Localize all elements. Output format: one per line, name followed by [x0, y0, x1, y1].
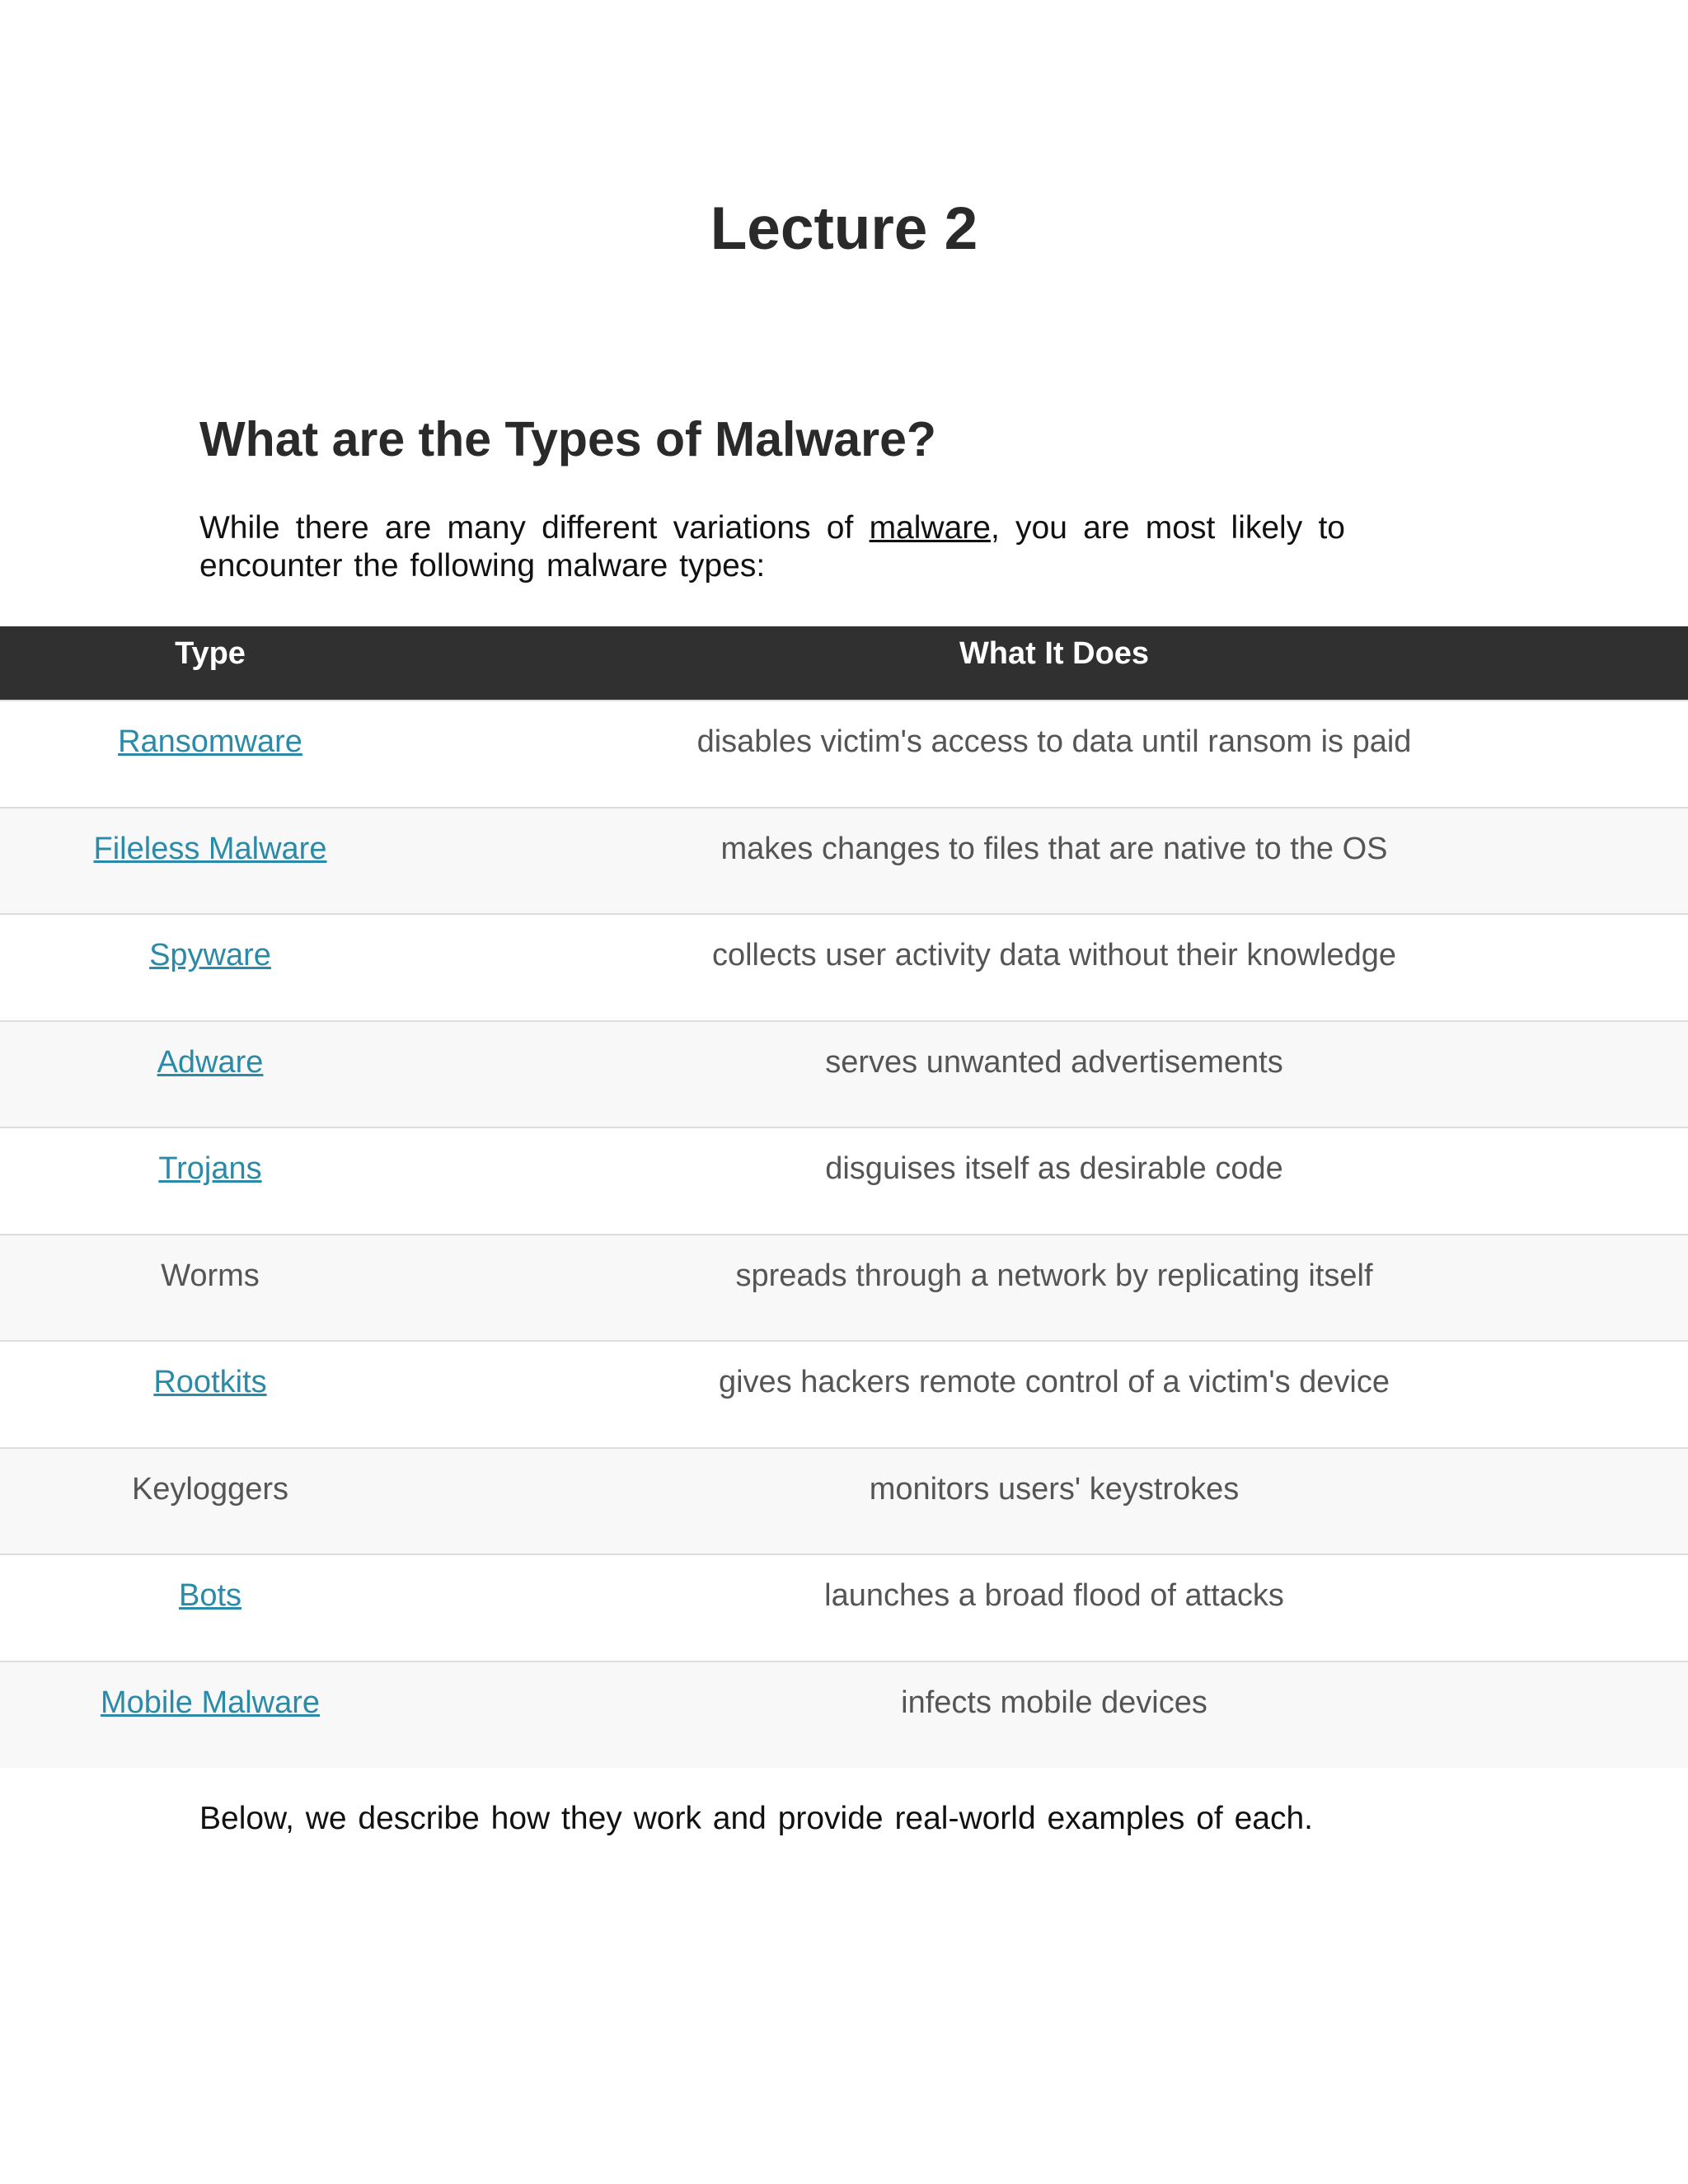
type-link-fileless-malware[interactable]: Fileless Malware [93, 831, 327, 866]
intro-paragraph [199, 509, 1345, 585]
description-cell: launches a broad flood of attacks [420, 1554, 1688, 1661]
type-cell [0, 1554, 420, 1661]
table-row [0, 1448, 1688, 1555]
header-type: Type [0, 626, 420, 701]
page-title: Lecture 2 [710, 195, 978, 262]
type-cell [0, 1235, 420, 1342]
section-heading: What are the Types of Malware? [199, 412, 936, 466]
table-row [0, 808, 1688, 915]
type-text-keyloggers: Keyloggers [131, 1471, 289, 1507]
table-header-row [0, 626, 1688, 701]
description-cell: makes changes to files that are native to the OS [420, 808, 1688, 915]
description-cell: infects mobile devices [420, 1661, 1688, 1769]
type-cell [0, 701, 420, 808]
outro-paragraph: Below, we describe how they work and provide real-world examples of each. [199, 1801, 1314, 1836]
intro-text-after: , you are most likely to encounter the following malware types: [199, 510, 1345, 583]
type-cell [0, 914, 420, 1021]
type-cell [0, 1021, 420, 1128]
type-link-trojans[interactable]: Trojans [158, 1151, 262, 1186]
table-row [0, 1021, 1688, 1128]
type-link-bots[interactable]: Bots [178, 1578, 242, 1613]
description-cell: disguises itself as desirable code [420, 1127, 1688, 1235]
table-row [0, 1661, 1688, 1769]
header-what-it-does: What It Does [420, 626, 1688, 701]
description-cell: monitors users' keystrokes [420, 1448, 1688, 1555]
description-cell: gives hackers remote control of a victim's device [420, 1341, 1688, 1448]
table-row [0, 1341, 1688, 1448]
malware-link[interactable]: malware [869, 510, 991, 546]
table-row [0, 914, 1688, 1021]
type-cell [0, 1661, 420, 1769]
type-cell [0, 1127, 420, 1235]
description-cell: collects user activity data without their knowledge [420, 914, 1688, 1021]
table-row [0, 1127, 1688, 1235]
type-cell [0, 808, 420, 915]
table-row [0, 701, 1688, 808]
type-cell [0, 1341, 420, 1448]
intro-text-before: While there are many different variations of [199, 510, 870, 546]
type-link-spyware[interactable]: Spyware [149, 938, 271, 972]
type-link-mobile-malware[interactable]: Mobile Malware [100, 1685, 321, 1720]
description-cell: spreads through a network by replicating itself [420, 1235, 1688, 1342]
description-cell: disables victim's access to data until ransom is paid [420, 701, 1688, 808]
type-link-ransomware[interactable]: Ransomware [118, 724, 302, 759]
table-row [0, 1554, 1688, 1661]
type-link-rootkits[interactable]: Rootkits [153, 1365, 267, 1399]
table-row [0, 1235, 1688, 1342]
type-text-worms: Worms [161, 1258, 260, 1293]
description-cell: serves unwanted advertisements [420, 1021, 1688, 1128]
type-cell [0, 1448, 420, 1555]
malware-types-table [0, 626, 1688, 1768]
type-link-adware[interactable]: Adware [157, 1044, 264, 1080]
